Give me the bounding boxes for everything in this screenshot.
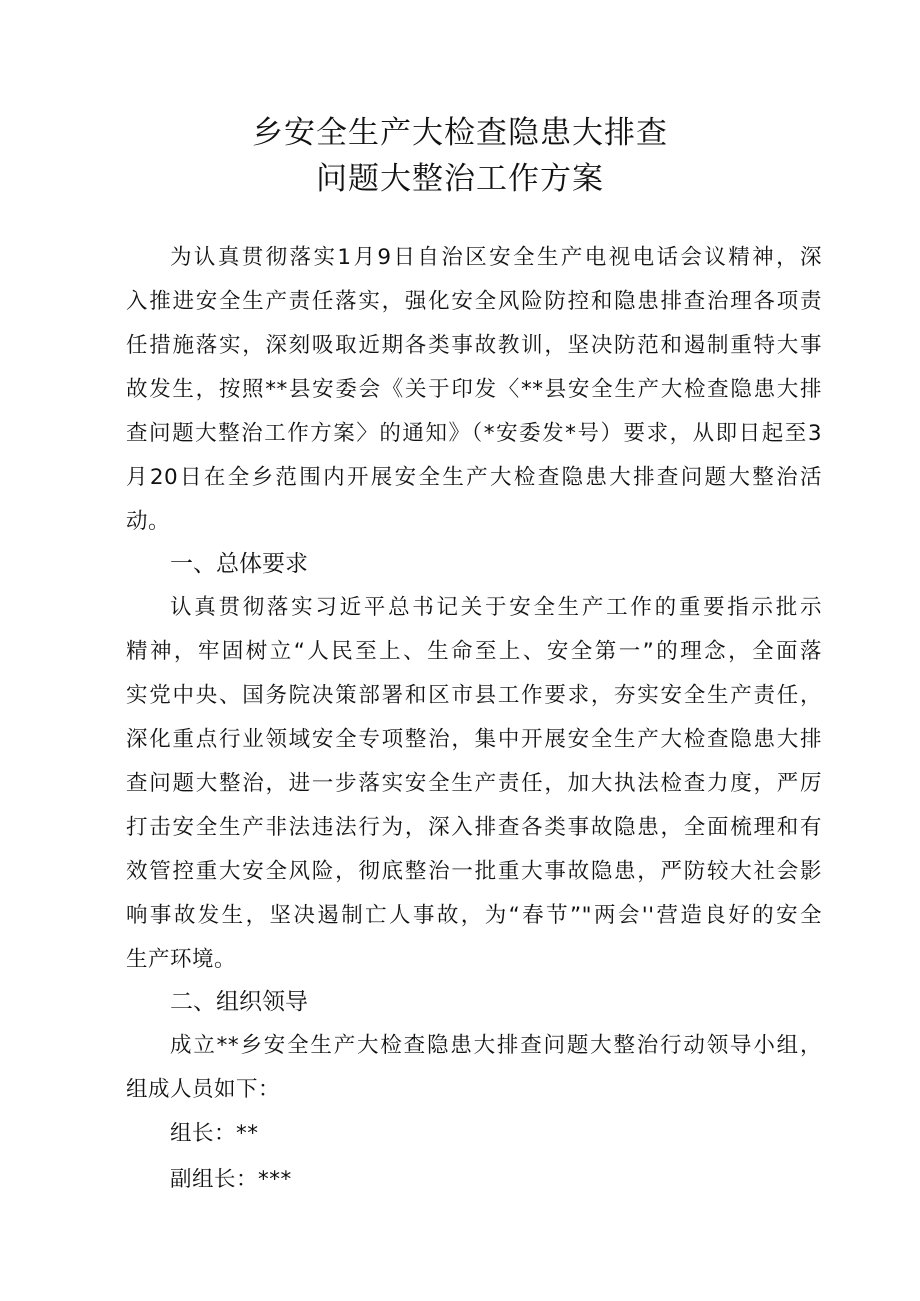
deputy-leader-line: 副组长：***: [170, 1167, 292, 1192]
section1-line-1: 认真贯彻落实习近平总书记关于安全生产工作的重要指示批示: [170, 595, 822, 620]
intro-line-7: 动。: [126, 509, 171, 534]
section1-line-6: 打击安全生产非法违法行为，深入排查各类事故隐患，全面梳理和有: [126, 815, 822, 840]
intro-line-6: 月20日在全乡范围内开展安全生产大检查隐患大排查问题大整治活: [126, 465, 822, 490]
section1-line-3: 实党中央、国务院决策部署和区市县工作要求，夯实安全生产责任，: [126, 683, 822, 708]
document-title-line-1: 乡安全生产大检查隐患大排查: [252, 115, 668, 151]
section-heading-2: 二、组织领导: [170, 989, 308, 1015]
intro-line-2: 入推进安全生产责任落实，强化安全风险防控和隐患排查治理各项责: [126, 289, 822, 314]
intro-line-3: 任措施落实，深刻吸取近期各类事故教训，坚决防范和遏制重特大事: [126, 333, 822, 358]
section2-line-2: 组成人员如下：: [126, 1077, 281, 1102]
document-title-line-2: 问题大整治工作方案: [316, 161, 604, 197]
team-leader-line: 组长：**: [170, 1121, 259, 1146]
section1-line-9: 生产环境。: [126, 947, 237, 972]
section-heading-1: 一、总体要求: [170, 551, 308, 577]
section1-line-7: 效管控重大安全风险，彻底整治一批重大事故隐患，严防较大社会影: [126, 859, 822, 884]
intro-line-4: 故发生，按照**县安委会《关于印发〈**县安全生产大检查隐患大排: [126, 377, 822, 402]
section1-line-2: 精神，牢固树立“人民至上、生命至上、安全第一”的理念，全面落: [126, 639, 822, 664]
intro-line-5: 查问题大整治工作方案〉的通知》（*安委发*号）要求，从即日起至3: [126, 421, 822, 446]
section1-line-5: 查问题大整治，进一步落实安全生产责任，加大执法检查力度，严厉: [126, 771, 822, 796]
section2-line-1: 成立**乡安全生产大检查隐患大排查问题大整治行动领导小组，: [170, 1033, 822, 1058]
section1-line-8: 响事故发生，坚决遏制亡人事故，为“春节”"两会''营造良好的安全: [126, 903, 822, 928]
intro-line-1: 为认真贯彻落实1月9日自治区安全生产电视电话会议精神，深: [170, 245, 822, 270]
section1-line-4: 深化重点行业领域安全专项整治，集中开展安全生产大检查隐患大排: [126, 727, 822, 752]
